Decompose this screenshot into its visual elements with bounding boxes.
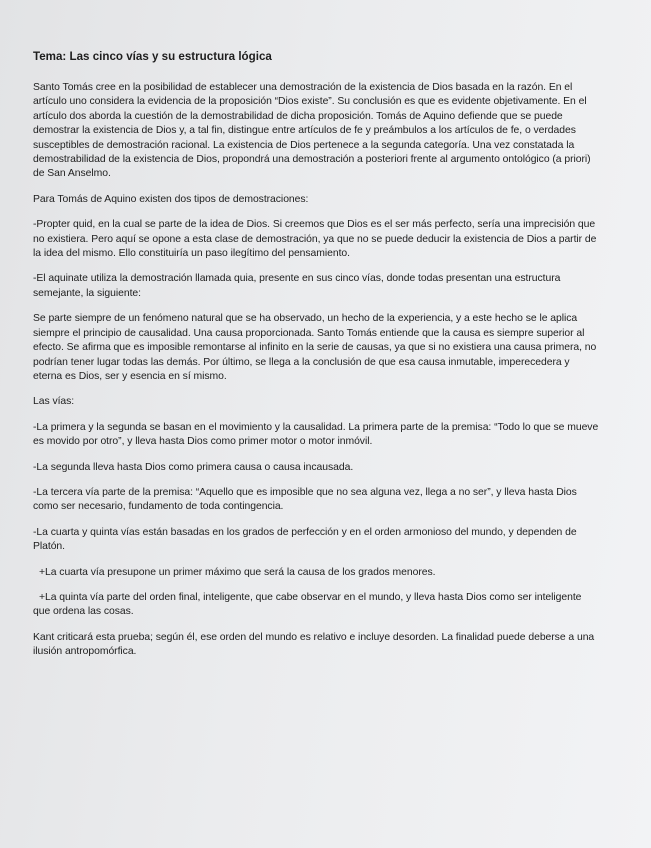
paragraph-via-segunda: -La segunda lleva hasta Dios como primera causa o causa incausada. [33, 461, 354, 473]
paragraph-las-vias: Las vías: [33, 396, 75, 408]
paragraph-via-tercera: -La tercera vía parte de la premisa: “Aquello que es imposible que no sea alguna vez, llega a no ser”, y lleva hasta Dios como ser necesario, fundamento de toda contingencia. [33, 486, 577, 513]
paragraph-kant: Kant criticará esta prueba; según él, ese orden del mundo es relativo e incluye desorden. La finalidad puede deberse a una ilusión antropomórfica. [33, 631, 595, 658]
document-title: Tema: Las cinco vías y su estructura lógica [33, 50, 272, 63]
paragraph-via-cuarta: +La cuarta vía presupone un primer máximo que será la causa de los grados menores. [39, 566, 436, 578]
paragraph-quia: -El aquinate utiliza la demostración llamada quia, presente en sus cinco vías, donde todas presentan una estructura semejante, la siguiente: [33, 273, 561, 299]
paragraph-via-primera: -La primera y la segunda se basan en el movimiento y la causalidad. La primera parte de la premisa: “Todo lo que se mueve es movido por otro”, y lleva hasta Dios como primer motor o motor inmóvil. [33, 421, 599, 448]
paragraph-via-cuarta-quinta: -La cuarta y quinta vías están basadas en los grados de perfección y en el orden armonioso del mundo, y dependen de Platón. [33, 526, 577, 553]
paragraph-via-quinta: +La quinta vía parte del orden final, inteligente, que cabe observar en el mundo, y lleva hasta Dios como ser inteligente que ordena las cosas. [33, 591, 582, 618]
paragraph-intro: Santo Tomás cree en la posibilidad de establecer una demostración de la existencia de Dios basada en la razón. En el artículo uno considera la evidencia de la proposición “Dios existe”. Su conclusión es que es evidente objetivamente. En el artículo dos aborda la cuestión de la demostrabilidad de dicha proposición. Tomás de Aquino defiende que se puede demostrar la existencia de Dios y, a tal fin, distingue entre artículos de fe y preámbulos a los artículos de fe, o verdades susceptibles de demostración racional. La existencia de Dios pertenece a la segunda categoría. Una vez constatada la demostrabilidad de la existencia de Dios, propondrá una demostración a posteriori frente al argumento ontológico (a priori) de San Anselmo. [33, 82, 591, 180]
paragraph-demonstration-types: Para Tomás de Aquino existen dos tipos de demostraciones: [33, 193, 309, 205]
paragraph-propter-quid: -Propter quid, en la cual se parte de la idea de Dios. Si creemos que Dios es el ser más perfecto, sería una imprecisión que no existiera. Pero aquí se opone a esta clase de demostración, ya que no se puede deducir la existencia de Dios a partir de la idea del mismo. Ello constituiría un paso ilegítimo del pensamiento. [33, 219, 597, 260]
paragraph-structure: Se parte siempre de un fenómeno natural que se ha observado, un hecho de la experiencia, y a este hecho se le aplica siempre el principio de causalidad. Una causa proporcionada. Santo Tomás entiende que la causa es siempre superior al efecto. Se afirma que es imposible remontarse al infinito en la serie de causas, ya que si no existiera una causa primera, no podrían tener lugar todas las demás. Por último, se llega a la conclusión de que esa causa inmutable, imperecedera y eterna es Dios, ser y esencia en sí mismo. [33, 313, 597, 382]
